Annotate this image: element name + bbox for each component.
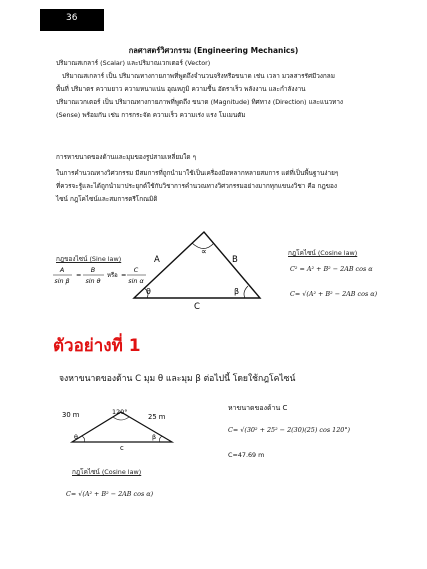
side-25m-label: 25 m bbox=[148, 413, 166, 421]
side-c-label: C bbox=[194, 302, 200, 310]
section-line-2: ในการคำนวณทางวิศวกรรม มีสมการที่ถูกนำมาใช้เป็นเครื่องมือหลากหลายสมการ แต่ที่เป็นพื้นฐานง่ายๆ bbox=[56, 169, 339, 177]
side-30m-label: 30 m bbox=[62, 411, 80, 419]
side-b-label: B bbox=[232, 255, 238, 265]
sine-den-2: sin θ bbox=[85, 277, 101, 285]
triangle-diagram-1 bbox=[130, 228, 280, 310]
angle-beta-label: β bbox=[234, 287, 240, 296]
svg-text:=: = bbox=[121, 271, 127, 279]
sine-num-1: A bbox=[59, 266, 65, 274]
example-task: จงหาขนาดของด้าน C มุม θ และมุม β ต่อไปนี้ โดยใช้กฎโคไซน์ bbox=[59, 374, 296, 384]
sine-den-1: sin β bbox=[54, 277, 70, 285]
angle-theta-label: θ bbox=[146, 287, 151, 296]
cosine-law-eq-1: C² = A² + B² − 2AB cos α bbox=[290, 265, 373, 273]
side-a-label: A bbox=[154, 255, 160, 265]
intro-line-5: (Sense) พร้อมกัน เช่น การกระจัด ความเร็ว ความเร่ง แรง โมเมนตัม bbox=[56, 111, 246, 119]
intro-line-4: ปริมาณเวกเตอร์ เป็น ปริมาณทางกายภาพที่พูดถึง ขนาด (Magnitude) ทิศทาง (Direction) และแนวทาง bbox=[56, 98, 344, 106]
sine-num-3: C bbox=[133, 266, 139, 274]
sine-law-label: กฎของไซน์ (Sine law) bbox=[56, 255, 122, 263]
page-title: กลศาสตร์วิศวกรรม (Engineering Mechanics) bbox=[128, 46, 299, 55]
cosine-law-label: กฎโคไซน์ (Cosine law) bbox=[288, 249, 358, 257]
section-line-1: การหาขนาดของด้านและมุมของรูปสามเหลี่ยมใด ๆ bbox=[56, 153, 197, 161]
triangle-diagram-2 bbox=[58, 402, 183, 452]
svg-text:=: = bbox=[76, 271, 82, 279]
section-line-4: ไซน์ กฎโคไซน์และสมการตรีโกณมิติ bbox=[56, 195, 158, 203]
sine-or: หรือ bbox=[107, 272, 118, 279]
angle-theta-label-2: θ bbox=[74, 433, 78, 441]
example-cosine-law-label: กฎโคไซน์ (Cosine law) bbox=[72, 468, 142, 476]
page-number-bar bbox=[40, 9, 104, 31]
page-number: 36 bbox=[66, 13, 78, 23]
example-cosine-law-eq: C= √(A² + B² − 2AB cos α) bbox=[66, 490, 154, 498]
intro-line-3: พื้นที่ ปริมาตร ความยาว ความหนาแน่น อุณหภูมิ ความชื้น อัตราเร็ว พลังงาน และกำลังงาน bbox=[56, 85, 306, 93]
solution-equation: C= √(30² + 25² − 2(30)(25) cos 120°) bbox=[228, 426, 351, 434]
intro-line-2: ปริมาณสเกลาร์ เป็น ปริมาณทางกายภาพที่พูดถึงจำนวนจริงหรือขนาด เช่น เวลา มวลสารรัศมีวงกลม bbox=[62, 72, 335, 80]
section-line-3: ที่ควรจะรู้และได้ถูกนำมาประยุกต์ใช้กับวิชาการคำนวณทางวิศวกรรมอย่างมากทุกแขนงวิชา คือ กฎของ bbox=[56, 182, 337, 190]
angle-alpha-label: ∝ bbox=[201, 247, 207, 256]
intro-line-1: ปริมาณสเกลาร์ (Scalar) และปริมาณเวกเตอร์ (Vector) bbox=[56, 59, 211, 67]
side-c-label-2: c bbox=[120, 444, 124, 452]
example-heading: ตัวอย่างที่ 1 bbox=[53, 336, 141, 356]
solution-heading: หาขนาดของด้าน C bbox=[228, 404, 288, 412]
angle-beta-label-2: β bbox=[152, 433, 157, 441]
angle-120-label: 120° bbox=[112, 408, 128, 416]
sine-den-3: sin α bbox=[128, 277, 144, 285]
sine-num-2: B bbox=[90, 266, 96, 274]
solution-result: C=47.69 m bbox=[228, 451, 265, 459]
cosine-law-eq-2: C= √(A² + B² − 2AB cos α) bbox=[290, 290, 378, 298]
